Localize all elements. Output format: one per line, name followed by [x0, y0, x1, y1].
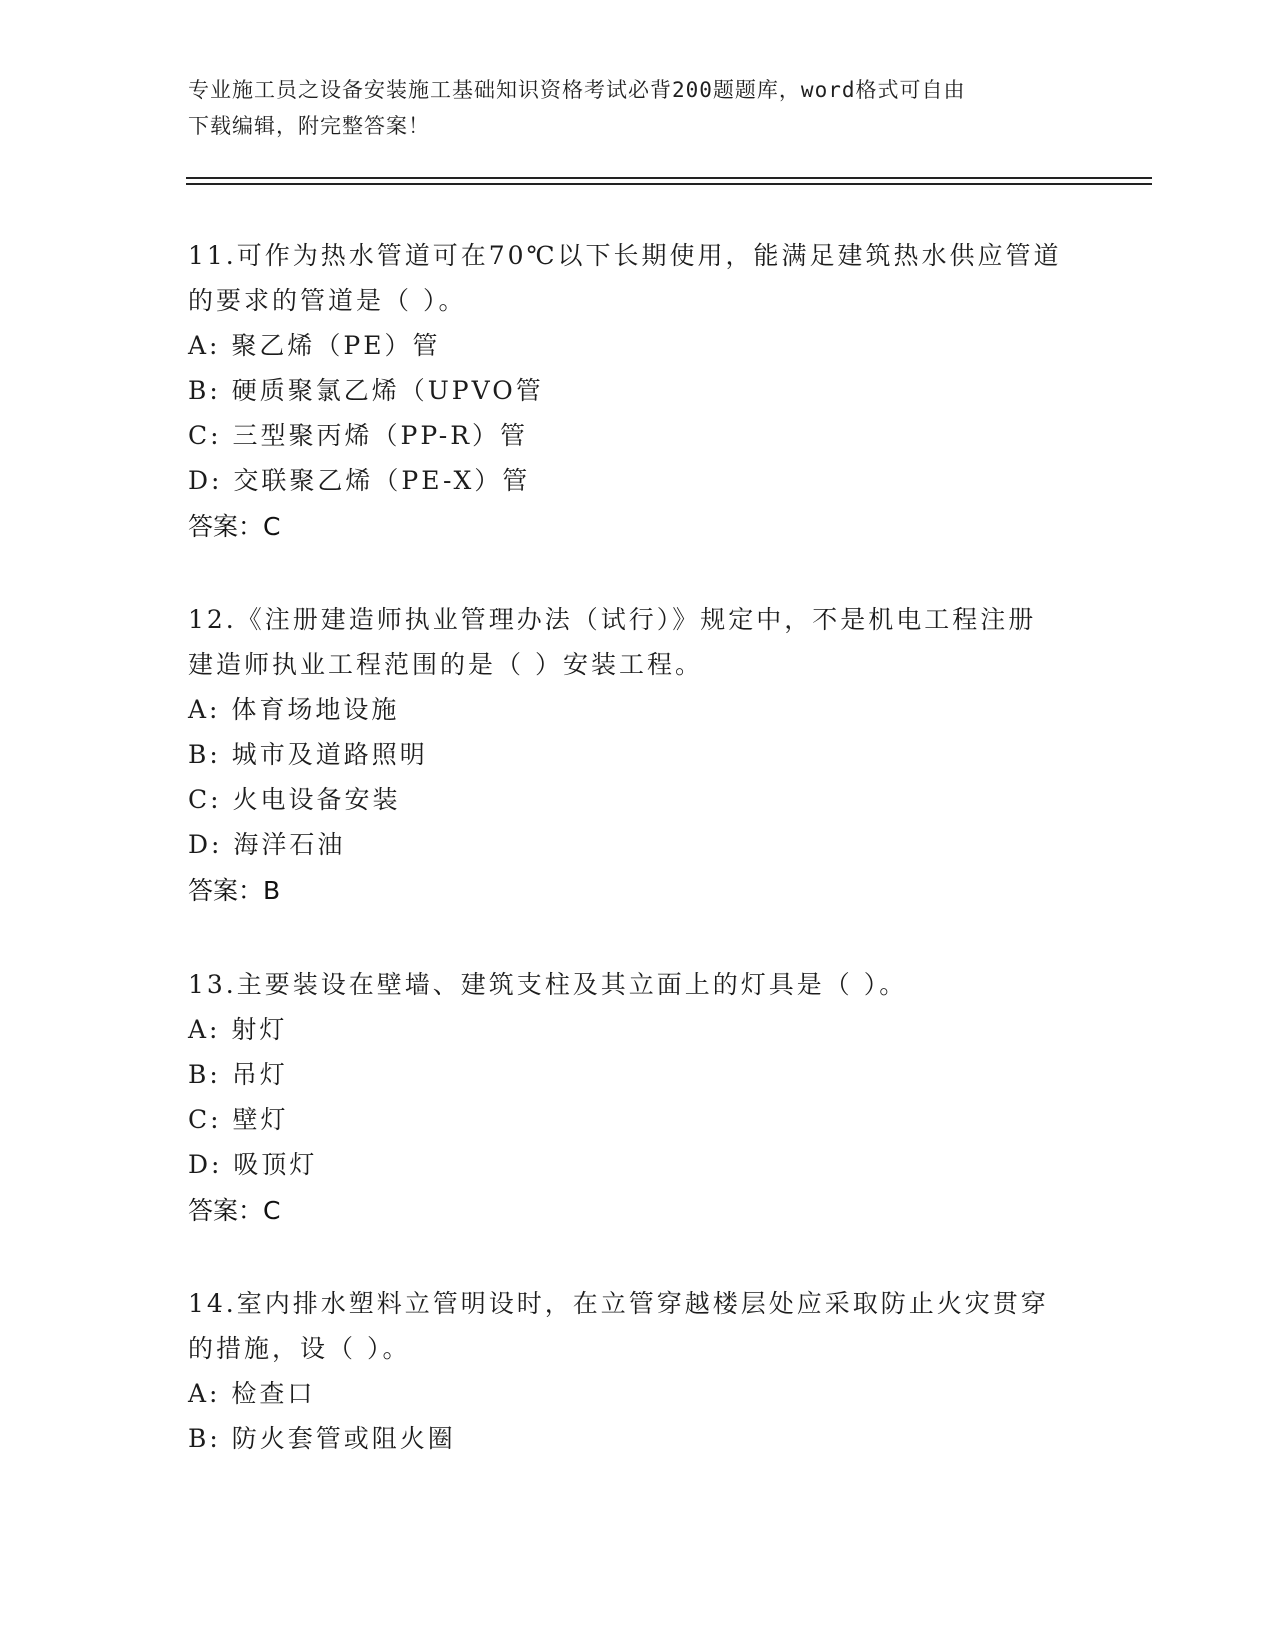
header-divider-bottom [186, 183, 1152, 185]
question-stem-line: 12.《注册建造师执业管理办法（试行）》规定中，不是机电工程注册 [188, 605, 1037, 634]
question-11 [188, 233, 1088, 550]
option-d: D: 海洋石油 [188, 830, 346, 859]
question-stem-line: 的要求的管道是（ ）。 [188, 286, 467, 315]
option-d: D: 交联聚乙烯（PE-X）管 [188, 466, 531, 495]
answer-line: 答案：B [188, 876, 281, 905]
option-b: B: 硬质聚氯乙烯（UPVO管 [188, 376, 544, 405]
header-line-1: 专业施工员之设备安装施工基础知识资格考试必背200题题库，word格式可自由 [188, 78, 966, 102]
answer-line: 答案：C [188, 1196, 281, 1225]
question-stem-line: 14.室内排水塑料立管明设时，在立管穿越楼层处应采取防止火灾贯穿 [188, 1289, 1049, 1318]
option-a: A: 体育场地设施 [188, 695, 400, 724]
option-b: B: 防火套管或阻火圈 [188, 1424, 456, 1453]
question-stem-line: 的措施，设（ ）。 [188, 1334, 411, 1363]
option-c: C: 壁灯 [188, 1105, 289, 1134]
header-divider-top [186, 177, 1152, 179]
answer-line: 答案：C [188, 512, 281, 541]
question-14 [188, 1281, 1088, 1461]
option-a: A: 检查口 [188, 1379, 316, 1408]
option-c: C: 三型聚丙烯（PP-R）管 [188, 421, 529, 450]
option-a: A: 射灯 [188, 1015, 288, 1044]
question-stem-line: 建造师执业工程范围的是（ ）安装工程。 [188, 650, 703, 679]
header-line-2: 下载编辑，附完整答案！ [188, 114, 430, 138]
question-stem-line: 13.主要装设在壁墙、建筑支柱及其立面上的灯具是（ ）。 [188, 970, 908, 999]
option-b: B: 城市及道路照明 [188, 740, 428, 769]
option-a: A: 聚乙烯（PE）管 [188, 331, 441, 360]
option-b: B: 吊灯 [188, 1060, 288, 1089]
question-12 [188, 597, 1088, 914]
option-d: D: 吸顶灯 [188, 1150, 318, 1179]
document-header [188, 72, 1068, 144]
option-c: C: 火电设备安装 [188, 785, 401, 814]
question-stem-line: 11.可作为热水管道可在70℃以下长期使用，能满足建筑热水供应管道 [188, 241, 1062, 270]
question-13 [188, 962, 1088, 1234]
